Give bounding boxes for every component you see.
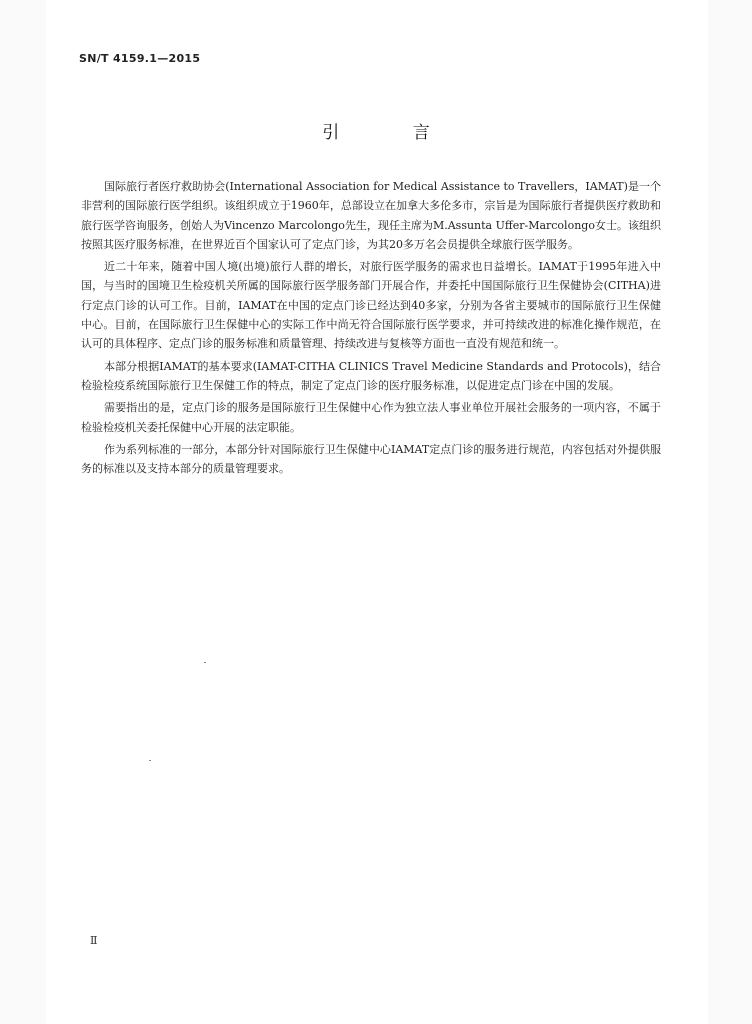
paragraph-4: 需要指出的是，定点门诊的服务是国际旅行卫生保健中心作为独立法人事业单位开展社会服务的一项内容，不属于检验检疫机关委托保健中心开展的法定职能。 [81, 401, 661, 434]
paragraph-1: 国际旅行者医疗救助协会(International Association for Medical Assistance to Travellers，IAMAT)是一个非营利的国际旅行医学组织。该组织成立于1960年，总部设立在加拿大多伦多市，宗旨是为国际旅行者提供医疗救助和旅行医学咨询服务，创始人为Vincenzo Marcolongo先生，现任主席为M.Assunta Uffer-Marcolongo女士。该组织按照其医疗服务标准，在世界近百个国家认可了定点门诊，为其20多万名会员提供全球旅行医学服务。 [81, 180, 661, 251]
scan-speck [204, 662, 206, 663]
page-margin-left [0, 0, 46, 1024]
paragraph-3: 本部分根据IAMAT的基本要求(IAMAT-CITHA CLINICS Travel Medicine Standards and Protocols)，结合检验检疫系统国际旅行卫生保健工作的特点，制定了定点门诊的医疗服务标准，以促进定点门诊在中国的发展。 [81, 359, 661, 392]
page-number: Ⅱ [90, 934, 98, 947]
standard-code: SN/T 4159.1—2015 [79, 52, 201, 65]
paragraph-2: 近二十年来，随着中国人境(出境)旅行人群的增长，对旅行医学服务的需求也日益增长。IAMAT于1995年进入中国，与当时的国境卫生检疫机关所属的国际旅行医学服务部门开展合作，并委托中国国际旅行卫生保健协会(CITHA)进行定点门诊的认可工作。目前，IAMAT在中国的定点门诊已经达到40多家，分别为各省主要城市的国际旅行卫生保健中心。目前，在国际旅行卫生保健中心的实际工作中尚无符合国际旅行医学要求，并可持续改进的标准化操作规范，在认可的具体程序、定点门诊的服务标准和质量管理、持续改进与复核等方面也一直没有规范和统一。 [81, 260, 661, 351]
paragraph-5: 作为系列标准的一部分，本部分针对国际旅行卫生保健中心IAMAT定点门诊的服务进行规范，内容包括对外提供服务的标准以及支持本部分的质量管理要求。 [81, 442, 661, 476]
page-title: 引 言 [322, 123, 464, 143]
introduction-body [81, 177, 661, 481]
scan-speck [149, 760, 151, 761]
page-margin-right [708, 0, 752, 1024]
